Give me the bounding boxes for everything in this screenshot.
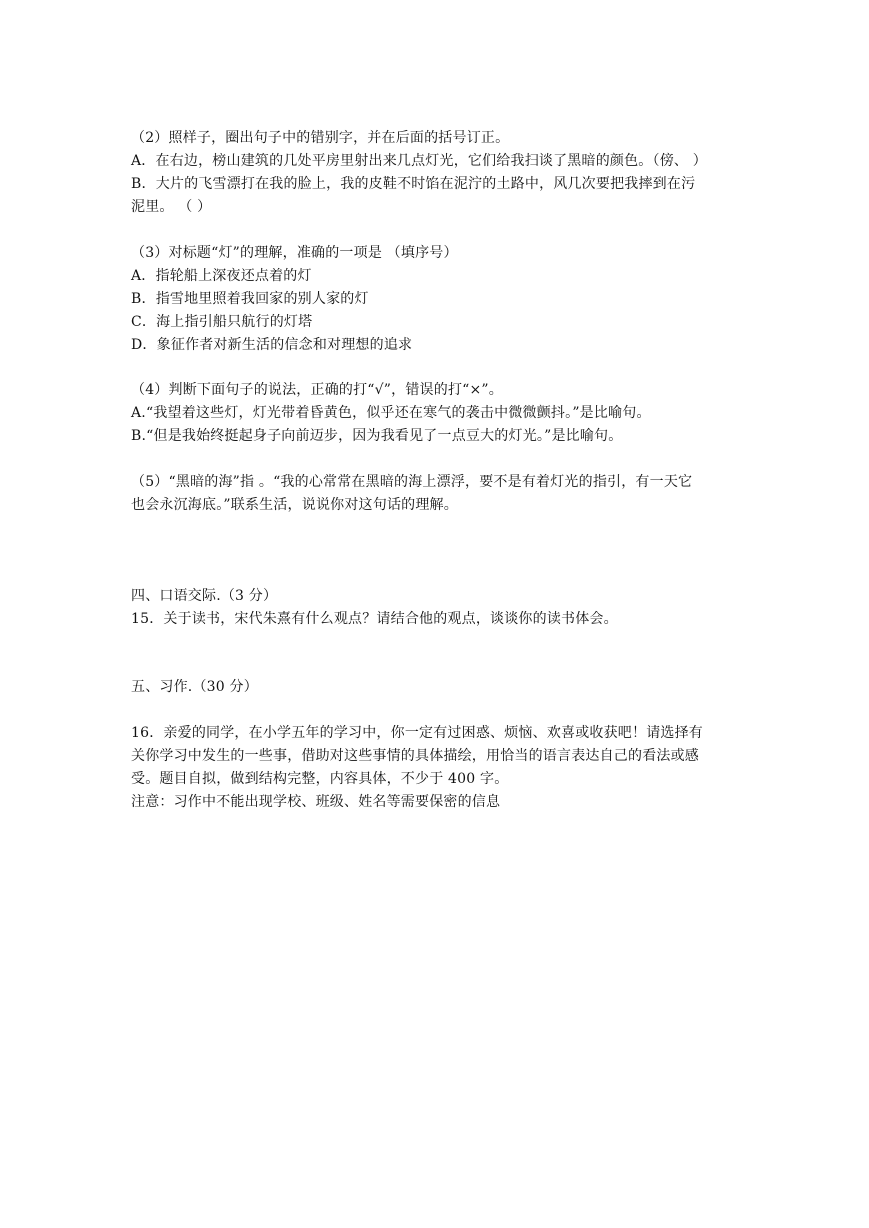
q3-option-d: D．象征作者对新生活的信念和对理想的追求 xyxy=(131,337,413,353)
q16-note: 注意：习作中不能出现学校、班级、姓名等需要保密的信息 xyxy=(131,794,501,810)
q16-line3: 受。题目自拟，做到结构完整，内容具体，不少于 400 字。 xyxy=(131,771,509,787)
q5-line2: 也会永沉海底。”联系生活，说说你对这句话的理解。 xyxy=(131,497,458,513)
q16-line1: 16．亲爱的同学，在小学五年的学习中，你一定有过困惑、烦恼、欢喜或收获吧！请选择有 xyxy=(131,725,704,741)
q4-option-b: B.“但是我始终挺起身子向前迈步，因为我看见了一点豆大的灯光。”是比喻句。 xyxy=(131,428,623,444)
q15-text: 15．关于读书，宋代朱熹有什么观点？请结合他的观点，谈谈你的读书体会。 xyxy=(131,611,618,627)
q3-title: （3）对标题“灯”的理解，准确的一项是 （填序号） xyxy=(131,245,458,261)
q5-line1: （5）“黑暗的海”指 。“我的心常常在黑暗的海上漂浮，要不是有着灯光的指引，有一天它 xyxy=(131,474,693,490)
q4-title: （4）判断下面句子的说法，正确的打“√”，错误的打“×”。 xyxy=(131,382,503,398)
q3-option-c: C．海上指引船只航行的灯塔 xyxy=(131,314,313,330)
q2-option-b-line1: B．大片的飞雪漂打在我的脸上，我的皮鞋不时馅在泥泞的土路中，风几次要把我摔到在污 xyxy=(131,176,696,192)
q16-line2: 关你学习中发生的一些事，借助对这些事情的具体描绘，用恰当的语言表达自己的看法或感 xyxy=(131,748,699,764)
q3-option-a: A．指轮船上深夜还点着的灯 xyxy=(131,268,312,284)
q2-option-a: A．在右边，榜山建筑的几处平房里射出来几点灯光，它们给我扫谈了黑暗的颜色。（傍、 ） xyxy=(131,153,707,169)
section4-heading: 四、口语交际.（3 分） xyxy=(131,588,278,604)
section5-heading: 五、习作.（30 分） xyxy=(131,679,258,695)
q2-option-b-line2: 泥里。 （ ） xyxy=(131,199,212,215)
q2-title: （2）照样子，圈出句子中的错别字，并在后面的括号订正。 xyxy=(131,130,510,146)
q3-option-b: B．指雪地里照着我回家的别人家的灯 xyxy=(131,291,369,307)
q4-option-a: A.“我望着这些灯，灯光带着昏黄色，似乎还在寒气的袭击中微微颤抖。”是比喻句。 xyxy=(131,405,651,421)
